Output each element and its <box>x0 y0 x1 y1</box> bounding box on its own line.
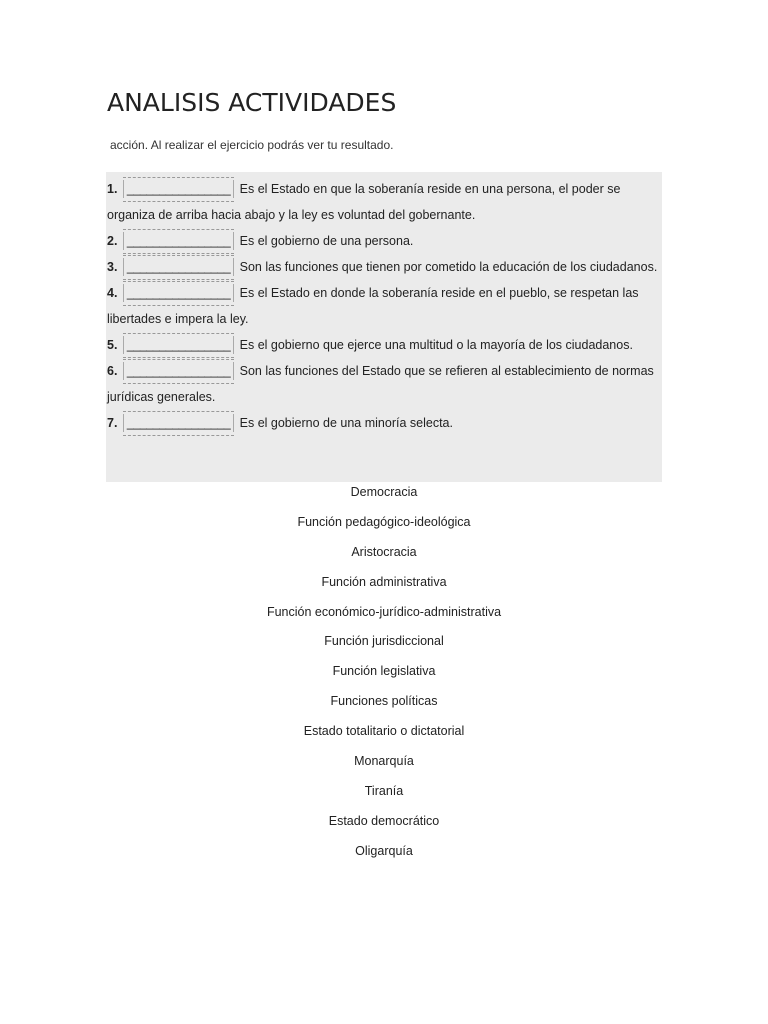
answer-drop-zone-7[interactable]: ________________ <box>123 414 234 432</box>
question-number: 4. <box>107 286 118 300</box>
answer-drop-zone-3[interactable]: ________________ <box>123 258 234 276</box>
question-text: Es el gobierno que ejerce una multitud o la mayoría de los ciudadanos. <box>239 338 633 352</box>
answer-option[interactable]: Función jurisdiccional <box>324 634 444 649</box>
question-text: Es el gobierno de una minoría selecta. <box>239 416 453 430</box>
question-text: Es el gobierno de una persona. <box>239 234 414 248</box>
question-number: 1. <box>107 182 118 196</box>
question-text: Es el Estado en que la soberanía reside en una persona, el poder se organiza de arriba hacia abajo y la ley es voluntad del gobernante. <box>107 182 621 222</box>
answer-option[interactable]: Estado totalitario o dictatorial <box>303 724 465 739</box>
question-2 <box>107 228 660 254</box>
answer-options-list <box>0 483 768 872</box>
instructions-text: acción. Al realizar el ejercicio podrás ver tu resultado. <box>110 138 394 152</box>
answer-option[interactable]: Estado democrático <box>328 813 440 828</box>
answer-option[interactable]: Función pedagógico-ideológica <box>297 514 471 529</box>
question-text: Son las funciones que tienen por cometido la educación de los ciudadanos. <box>239 260 658 274</box>
exercise-box <box>106 172 662 482</box>
question-text: Es el Estado en donde la soberanía reside en el pueblo, se respetan las libertades e impera la ley. <box>107 286 639 326</box>
question-number: 2. <box>107 234 118 248</box>
answer-option[interactable]: Democracia <box>350 485 418 499</box>
answer-drop-zone-1[interactable]: ________________ <box>123 180 234 198</box>
question-4 <box>107 280 660 332</box>
answer-option[interactable]: Monarquía <box>354 754 414 769</box>
question-text: Son las funciones del Estado que se refieren al establecimiento de normas jurídicas generales. <box>107 364 654 404</box>
answer-option[interactable]: Función administrativa <box>321 574 447 589</box>
answer-option[interactable]: Aristocracia <box>351 544 417 559</box>
question-number: 6. <box>107 364 118 378</box>
answer-option[interactable]: Oligarquía <box>355 843 413 858</box>
answer-drop-zone-2[interactable]: ________________ <box>123 232 234 250</box>
answer-drop-zone-5[interactable]: ________________ <box>123 336 234 354</box>
answer-option[interactable]: Funciones políticas <box>330 694 438 709</box>
question-5 <box>107 332 660 358</box>
question-number: 3. <box>107 260 118 274</box>
question-1 <box>107 176 660 228</box>
question-7 <box>107 410 660 436</box>
answer-option[interactable]: Tiranía <box>364 783 404 798</box>
answer-option[interactable]: Función legislativa <box>332 664 436 679</box>
page-title: ANALISIS ACTIVIDADES <box>107 88 397 117</box>
question-number: 5. <box>107 338 118 352</box>
question-6 <box>107 358 660 410</box>
answer-drop-zone-4[interactable]: ________________ <box>123 284 234 302</box>
answer-drop-zone-6[interactable]: ________________ <box>123 362 234 380</box>
answer-option[interactable]: Función económico-jurídico-administrativa <box>266 604 502 619</box>
question-3 <box>107 254 660 280</box>
question-number: 7. <box>107 416 118 430</box>
